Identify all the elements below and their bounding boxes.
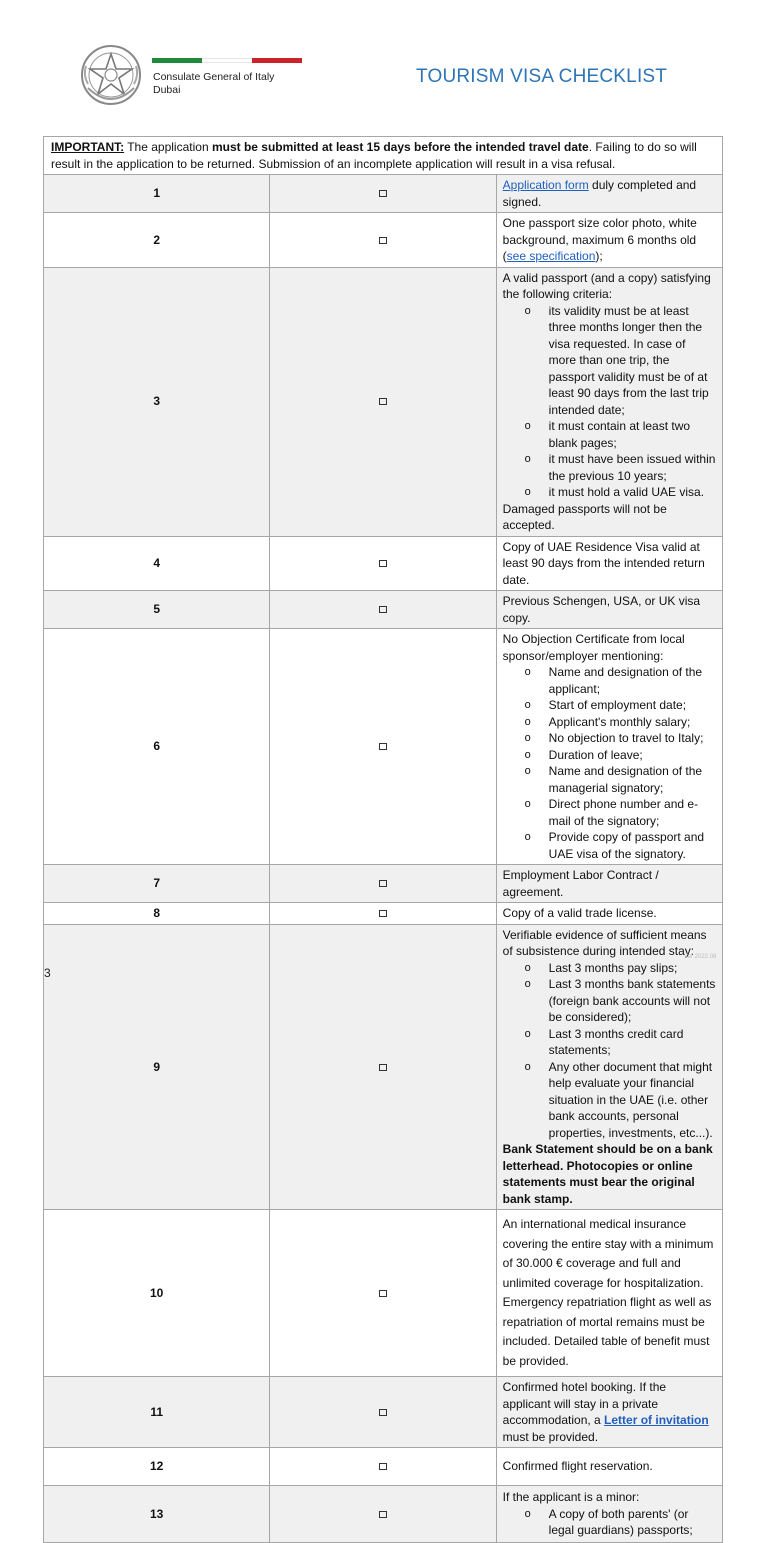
item-number: 2 <box>44 213 270 268</box>
item-outro: Damaged passports will not be accepted. <box>502 501 667 532</box>
notice-deadline: must be submitted at least 15 days before the intended travel date <box>211 140 589 154</box>
see-specification-link[interactable]: see specification <box>506 249 596 263</box>
list-item: o Start of employment date; <box>525 697 716 714</box>
list-item: o Name and designation of the managerial signatory; <box>525 763 716 796</box>
issuer-name: Consulate General of Italy <box>153 71 275 83</box>
list-item: o Last 3 months pay slips; <box>525 960 716 977</box>
list-item: o it must hold a valid UAE visa. <box>525 484 716 501</box>
item-checkbox[interactable] <box>270 1377 496 1448</box>
item-description: Employment Labor Contract / agreement. <box>496 865 722 903</box>
list-item: o it must contain at least two blank pages; <box>525 418 716 451</box>
item-text-end: ); <box>595 249 603 263</box>
item-checkbox[interactable] <box>270 1448 496 1486</box>
item-number: 3 <box>44 267 270 536</box>
item-description <box>496 213 722 268</box>
item-number: 12 <box>44 1448 270 1486</box>
item-number: 8 <box>44 903 270 925</box>
checklist-row-7 <box>44 865 723 903</box>
flag-red-band <box>252 58 302 63</box>
checkbox-square-icon <box>379 398 387 405</box>
checkbox-square-icon <box>379 880 387 887</box>
item-description <box>496 1486 722 1543</box>
financial-evidence-list <box>503 960 716 1142</box>
list-item: o Last 3 months credit card statements; <box>525 1026 716 1059</box>
item-checkbox[interactable] <box>270 1486 496 1543</box>
item-intro: A valid passport (and a copy) satisfying the following criteria: <box>502 270 711 301</box>
list-item: o Last 3 months bank statements (foreign bank accounts will not be considered); <box>525 976 716 1026</box>
list-item: o Any other document that might help evaluate your financial situation in the UAE (i.e. other bank accounts, personal properties, investments, etc...). <box>525 1059 716 1142</box>
checklist-table <box>43 136 723 1543</box>
checklist-row-6 <box>44 629 723 865</box>
item-intro: If the applicant is a minor: <box>502 1490 640 1505</box>
item-text: One passport size color photo, white background, maximum 6 months old ( <box>502 216 697 263</box>
minor-requirements-list <box>503 1506 716 1539</box>
item-checkbox[interactable] <box>270 536 496 591</box>
item-number: 11 <box>44 1377 270 1448</box>
noc-requirements-list <box>503 664 716 862</box>
important-notice <box>44 137 723 175</box>
list-item: o Name and designation of the applicant; <box>525 664 716 697</box>
checkbox-square-icon <box>379 237 387 244</box>
checklist-row-5 <box>44 591 723 629</box>
item-description: An international medical insurance covering the entire stay with a minimum of 30.000 € coverage and full and unlimited coverage for hospitalization. Emergency repatriation flight as well as repatriation of mortal remains must be included. Detailed table of benefit must be provided. <box>496 1210 722 1377</box>
checkbox-square-icon <box>379 1463 387 1470</box>
flag-green-band <box>152 58 202 63</box>
flag-white-band <box>202 58 252 63</box>
checklist-row-1 <box>44 175 723 213</box>
application-form-link[interactable]: Application form <box>502 178 589 192</box>
checklist-row-10 <box>44 1210 723 1377</box>
checklist-row-12 <box>44 1448 723 1486</box>
checklist-row-9 <box>44 924 723 1210</box>
item-text-end: must be provided. <box>502 1429 599 1444</box>
italian-emblem-icon <box>80 44 142 108</box>
item-number: 6 <box>44 629 270 865</box>
item-checkbox[interactable] <box>270 267 496 536</box>
bank-statement-note: Bank Statement should be on a bank letterhead. Photocopies or online statements must bear the original bank stamp. <box>502 1142 713 1206</box>
item-checkbox[interactable] <box>270 591 496 629</box>
list-item: o Duration of leave; <box>525 747 716 764</box>
notice-text-c: . Failing to do so will result in the application to be returned. Submission of an incomplete application will result in a visa refusal. <box>51 140 697 171</box>
version-label: Ver 2022.08 <box>684 954 717 960</box>
list-item: o Direct phone number and e-mail of the signatory; <box>525 796 716 829</box>
item-number: 5 <box>44 591 270 629</box>
list-item: o Applicant's monthly salary; <box>525 714 716 731</box>
checkbox-square-icon <box>379 1064 387 1071</box>
item-description <box>496 629 722 865</box>
item-description: Confirmed flight reservation. <box>496 1448 722 1486</box>
checkbox-square-icon <box>379 1290 387 1297</box>
item-intro: Verifiable evidence of sufficient means of subsistence during intended stay: <box>502 927 707 958</box>
letter-of-invitation-link[interactable]: Letter of invitation <box>604 1413 709 1427</box>
list-item: o it must have been issued within the previous 10 years; <box>525 451 716 484</box>
item-number: 13 <box>44 1486 270 1543</box>
item-number: 4 <box>44 536 270 591</box>
item-intro: No Objection Certificate from local sponsor/employer mentioning: <box>502 632 685 663</box>
item-description: Copy of UAE Residence Visa valid at least 90 days from the intended return date. <box>496 536 722 591</box>
list-item: o A copy of both parents' (or legal guardians) passports; <box>525 1506 716 1539</box>
checklist-row-2 <box>44 213 723 268</box>
item-checkbox[interactable] <box>270 903 496 925</box>
item-checkbox[interactable] <box>270 629 496 865</box>
item-checkbox[interactable] <box>270 865 496 903</box>
checkbox-square-icon <box>379 190 387 197</box>
item-description: Previous Schengen, USA, or UK visa copy. <box>496 591 722 629</box>
item-checkbox[interactable] <box>270 1210 496 1377</box>
checkbox-square-icon <box>379 910 387 917</box>
item-checkbox[interactable] <box>270 175 496 213</box>
item-description <box>496 175 722 213</box>
issuer-city: Dubai <box>153 84 181 96</box>
checklist-row-4 <box>44 536 723 591</box>
item-description: Copy of a valid trade license. <box>496 903 722 925</box>
checkbox-square-icon <box>379 1511 387 1518</box>
list-item: o its validity must be at least three months longer then the visa requested. In case of more than one trip, the passport validity must be of at least 90 days from the last trip intended date; <box>525 303 716 419</box>
important-notice-row <box>44 137 723 175</box>
checkbox-square-icon <box>379 743 387 750</box>
checklist-row-8 <box>44 903 723 925</box>
important-label: IMPORTANT: <box>51 140 125 154</box>
checkbox-square-icon <box>379 606 387 613</box>
italian-flag-stripe <box>152 58 302 63</box>
item-checkbox[interactable] <box>270 213 496 268</box>
checklist-row-11 <box>44 1377 723 1448</box>
criteria-list <box>503 303 716 501</box>
document-title: TOURISM VISA CHECKLIST <box>416 66 668 87</box>
page-number: 3 <box>44 966 51 980</box>
list-item: o Provide copy of passport and UAE visa of the signatory. <box>525 829 716 862</box>
issuer-block <box>153 71 274 97</box>
item-description <box>496 924 722 1210</box>
checkbox-square-icon <box>379 1409 387 1416</box>
item-number: 10 <box>44 1210 270 1377</box>
list-item: o No objection to travel to Italy; <box>525 730 716 747</box>
checklist-row-13 <box>44 1486 723 1543</box>
item-text: duly completed and signed. <box>502 178 697 209</box>
item-number: 7 <box>44 865 270 903</box>
checklist-row-3 <box>44 267 723 536</box>
item-checkbox[interactable] <box>270 924 496 1210</box>
item-description <box>496 1377 722 1448</box>
checkbox-square-icon <box>379 560 387 567</box>
item-text: Confirmed hotel booking. If the applicant will stay in a private accommodation, a <box>502 1380 667 1427</box>
notice-text-a: The application <box>124 140 212 154</box>
item-description <box>496 267 722 536</box>
item-number: 1 <box>44 175 270 213</box>
document-header <box>0 0 768 130</box>
item-number: 9 <box>44 924 270 1210</box>
